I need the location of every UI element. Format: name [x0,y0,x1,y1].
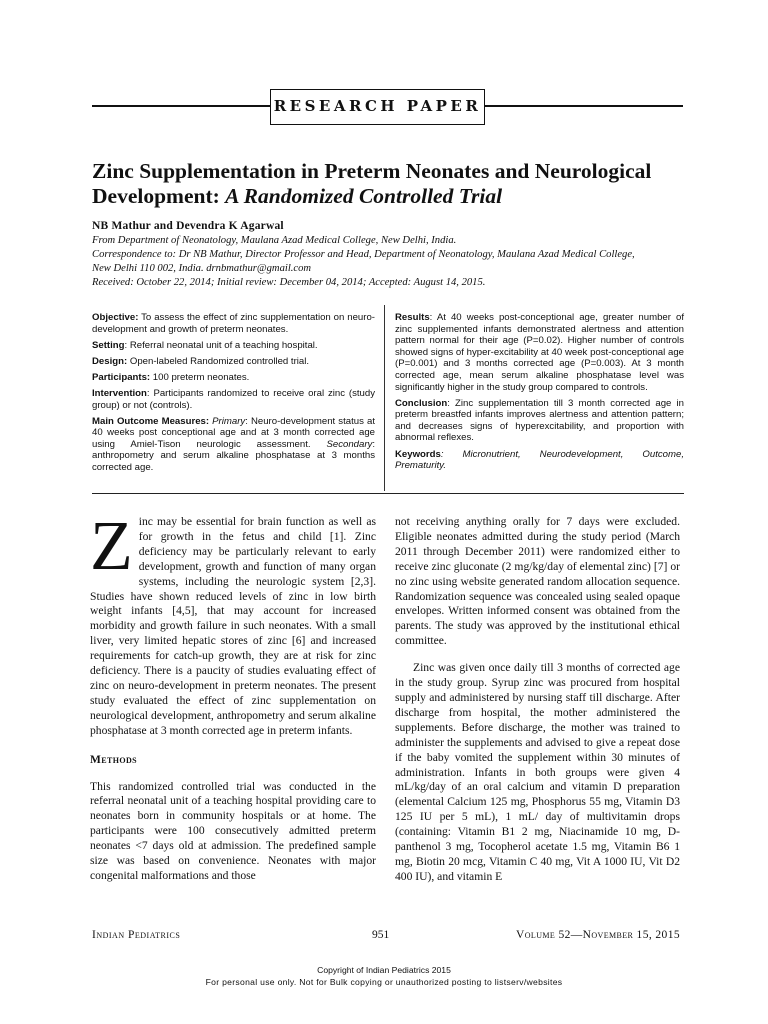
abstract-keywords: Keywords: Micronutrient, Neurodevelopment, Outcome, Prematurity. [395,448,684,472]
abstract-participants: Participants: 100 preterm neonates. [92,371,250,383]
received-dates: Received: October 22, 2014; Initial review: December 04, 2014; Accepted: August 14, 2015. [92,277,486,288]
title-line-2 [92,184,692,209]
abstract-results: Results: At 40 weeks post-conceptional age, greater number of zinc supplemented infants demonstrated alertness and attention pattern normal for their age (P=0.02). Higher number of controls showed signs of hyper-excitability at 40 week post-conceptional age (P=0.001) and 3 months corrected age (P=0.003). At 3 month corrected age, mean serum alkaline phosphatase level was significantly higher in the study group compared to controls. [395,312,684,393]
exclusion-paragraph: not receiving anything orally for 7 days were excluded. Eligible neonates admitted during the study period (March 2011 through December 2011) were randomized either to receive zinc gluconate (2 mg/kg/day of elemental zinc) [7] or no zinc using website generated random allocation sequence. Randomization sequence was concealed using sealed opaque envelopes. Written informed consent was obtained from the parents. The study was approved by the institutional ethical committee. [395,515,680,648]
drop-cap: Z [90,508,133,585]
copyright-notice: Copyright of Indian Pediatrics 2015 [317,965,451,975]
title-line-2-italic: A Randomized Controlled Trial [225,184,503,208]
methods-paragraph: This randomized controlled trial was conducted in the referral neonatal unit of a teaching hospital providing care to neonates born in community hospitals or at home. The participants were 100 consecutively admitted preterm neonates <7 days old at admission. The predefined sample size was based on convenience. Neonates with major congenital malformations and those [90,779,376,882]
intervention-paragraph: Zinc was given once daily till 3 months of corrected age in the study group. Syrup zinc was procured from hospital supply and administered by nursing staff till discharge. After discharge from hospital, the mother administered the supplements. Before discharge, the mother was trained to administer the supplements and advised to give a repeat dose if the baby vomited the supplement within 30 minutes of administration. Infants in both groups were given 4 mL/kg/day of an oral calcium and vitamin D preparation (elemental Calcium 125 mg, Phosphorus 55 mg, Vitamin D3 125 IU per 5 mL), 1 mL/ day of multivitamin drops (containing: Vitamin B1 2 mg, Niacinamide 10 mg, D-panthenol 3 mg, Tocopherol acetate 1.5 mg, Vitamin B6 1 mg, Biotin 20 mcg, Vitamin C 40 mg, Vit A 1000 IU, Vit D2 400 IU), and vitamin E [395,661,680,883]
correspondence-line-1: Correspondence to: Dr NB Mathur, Director Professor and Head, Department of Neonatology, Maulana Azad Medical College, [92,249,635,260]
abstract-design: Design: Open-labeled Randomized controlled trial. [92,355,310,367]
title-line-2-plain: Development: [92,184,226,208]
author-list: NB Mathur and Devendra K Agarwal [92,220,284,232]
abstract-outcome-measures: Main Outcome Measures: Primary: Neuro-development status at 40 weeks post conceptional age and at 3 month corrected age using Amiel-Tison neurologic assessment. Secondary: anthropometry and serum alkaline phosphatase at 3 months corrected age. [92,415,375,474]
header-rule-right [485,105,683,107]
title-line-1: Zinc Supplementation in Preterm Neonates and Neurological [92,159,652,183]
correspondence-line-2[interactable]: New Delhi 110 002, India. drnbmathur@gmail.com [92,263,312,274]
page-number: 951 [372,929,390,941]
abstract-setting: Setting: Referral neonatal unit of a teaching hospital. [92,339,318,351]
article-title [92,159,692,209]
abstract-right-column [395,312,684,476]
abstract-intervention: Intervention: Participants randomized to receive oral zinc (study group) or not (controls). [92,387,375,411]
journal-name: Indian Pediatrics [92,929,181,941]
volume-date: Volume 52—November 15, 2015 [516,929,680,941]
abstract-left-column [92,312,375,478]
methods-heading: Methods [90,753,137,766]
body-left-column [90,508,376,884]
affiliation: From Department of Neonatology, Maulana Azad Medical College, New Delhi, India. [92,235,457,246]
abstract-conclusion: Conclusion: Zinc supplementation till 3 month corrected age in preterm breastfed infants improves alertness and attention pattern; and decreases signs of hyperexcitability, and proportion with abnormal reflexes. [395,397,684,444]
abstract-bottom-rule [92,493,684,494]
abstract-column-divider [384,305,385,491]
header-rule-left [92,105,270,107]
abstract-box [92,305,684,491]
body-right-column [395,515,680,885]
abstract-objective: Objective: To assess the effect of zinc supplementation on neuro-development and growth of preterm neonates. [92,312,375,335]
usage-notice: For personal use only. Not for Bulk copying or unauthorized posting to listserv/websites [205,977,563,987]
intro-paragraph: Zinc may be essential for brain function as well as for growth in the fetus and child [1]. Zinc deficiency may be particularly relevant to early development, growth and function of many organ systems, including the neurologic system [2,3]. Studies have shown reduced levels of zinc in low birth weight infants [4,5], that may account for increased morbidity and growth failure in such neonates. With a small liver, very limited hepatic stores of zinc [6] and increased requirements for catch-up growth, they are at risk for zinc deficiency. There is a paucity of studies evaluating effect of zinc on neuro-development in preterm neonates. The present study evaluated the effect of zinc supplementation on neurological development, anthropometry and serum alkaline phosphatase at 3 month corrected age in preterm infants. [90,508,376,737]
section-banner: RESEARCH PAPER [270,89,485,125]
